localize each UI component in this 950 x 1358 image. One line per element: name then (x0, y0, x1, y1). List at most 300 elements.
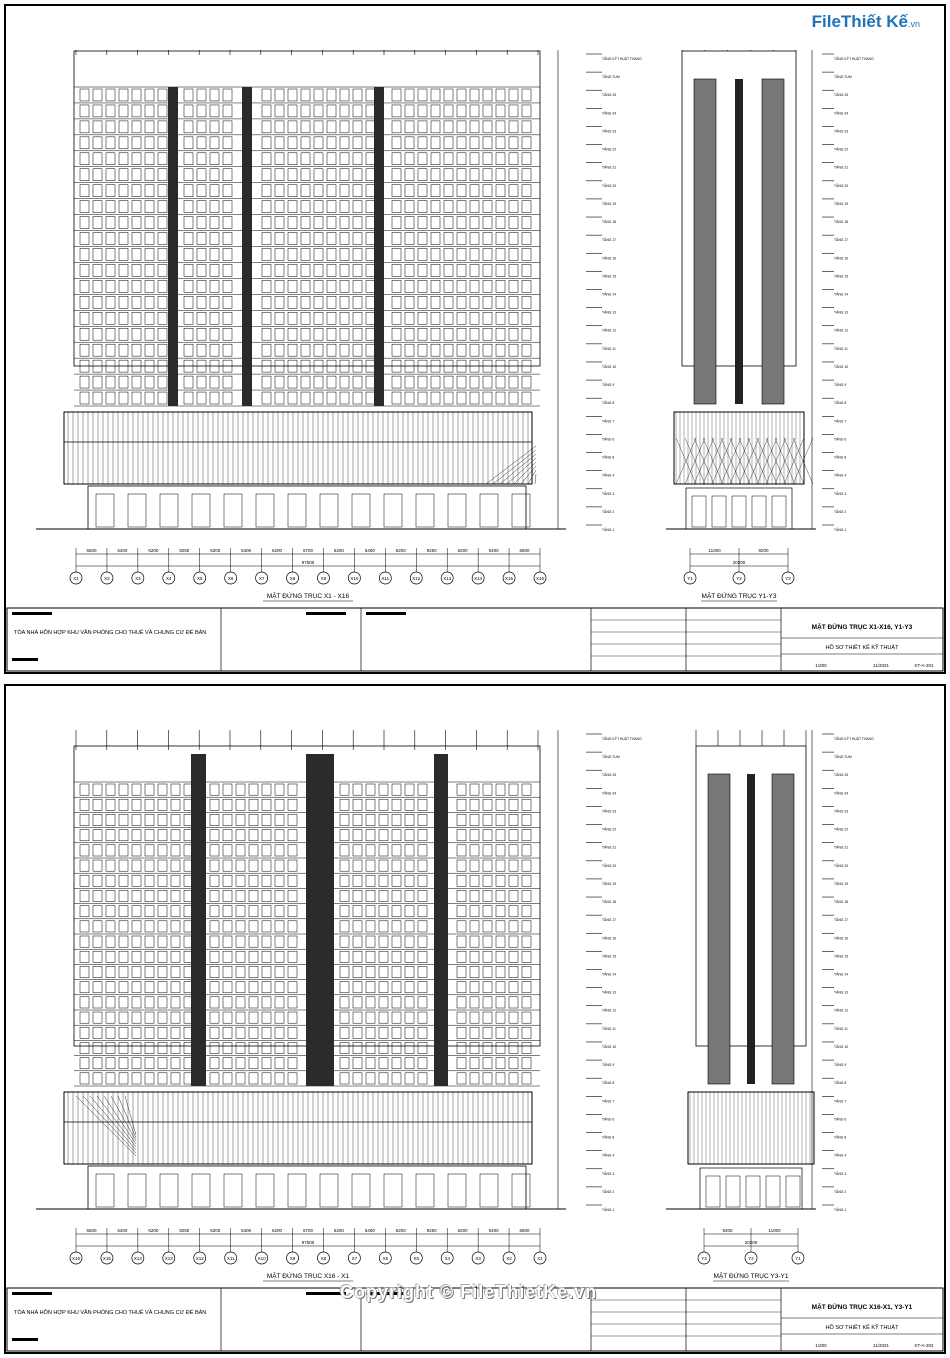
window (132, 376, 141, 388)
side-door (726, 1176, 740, 1207)
window (106, 121, 115, 133)
shopfront (416, 1174, 434, 1207)
window (353, 344, 362, 356)
window (418, 233, 427, 245)
dimension-text: 5400 (241, 548, 252, 553)
window (379, 875, 388, 886)
window (197, 121, 206, 133)
window (340, 784, 349, 795)
window (93, 137, 102, 149)
window (93, 966, 102, 977)
window (132, 1073, 141, 1084)
window (145, 1012, 154, 1023)
window (366, 1042, 375, 1053)
window (418, 1027, 427, 1038)
window (444, 392, 453, 404)
window (496, 344, 505, 356)
window (353, 121, 362, 133)
window (106, 264, 115, 276)
window (223, 392, 232, 404)
drawing-sheet-2 (4, 684, 946, 1354)
window (80, 799, 89, 810)
window (457, 1012, 466, 1023)
window (483, 121, 492, 133)
window (405, 1027, 414, 1038)
window (184, 169, 193, 181)
window (171, 784, 180, 795)
dimension-text: 6500 (519, 548, 530, 553)
window (314, 264, 323, 276)
window (522, 185, 531, 197)
dimension-text: 9200 (722, 1228, 733, 1233)
window (158, 233, 167, 245)
window (457, 799, 466, 810)
shopfront (128, 1174, 146, 1207)
window (301, 89, 310, 101)
window (93, 344, 102, 356)
window (366, 217, 375, 229)
window (405, 936, 414, 947)
window (145, 966, 154, 977)
window (392, 376, 401, 388)
shopfront (128, 494, 146, 527)
sheet-number: KT-A-201 (914, 663, 934, 668)
window (288, 121, 297, 133)
axis-label: Y1 (687, 576, 693, 581)
window (431, 249, 440, 261)
floor-label: TẦNG 1 (834, 1208, 847, 1212)
window (301, 392, 310, 404)
window (275, 1012, 284, 1023)
window (210, 951, 219, 962)
window (340, 89, 349, 101)
window (80, 121, 89, 133)
window (509, 830, 518, 841)
window (249, 890, 258, 901)
window (405, 105, 414, 117)
window (210, 201, 219, 213)
window (223, 860, 232, 871)
window (262, 153, 271, 165)
window (431, 392, 440, 404)
window (392, 249, 401, 261)
floor-label: TẦNG 9 (602, 383, 615, 388)
window (340, 137, 349, 149)
window (80, 137, 89, 149)
window (379, 982, 388, 993)
sheet-content (7, 730, 943, 1351)
window (327, 296, 336, 308)
side-elevation-title: MẶT ĐỨNG TRỤC Y3-Y1 (713, 1273, 789, 1280)
window (340, 966, 349, 977)
axis-label: Y2 (736, 576, 742, 581)
window (470, 860, 479, 871)
window (366, 936, 375, 947)
floor-label: TẦNG 21 (834, 845, 849, 850)
window (210, 799, 219, 810)
window (80, 997, 89, 1008)
window (327, 137, 336, 149)
window (288, 921, 297, 932)
axis-label: Y1 (795, 1256, 801, 1261)
window (275, 966, 284, 977)
window (106, 344, 115, 356)
window (470, 296, 479, 308)
window (210, 845, 219, 856)
title-block-header (12, 658, 38, 661)
window (353, 921, 362, 932)
floor-label: TẦNG 9 (834, 1063, 847, 1068)
window (405, 814, 414, 825)
window (223, 169, 232, 181)
window (483, 860, 492, 871)
window (288, 951, 297, 962)
site-logo (812, 12, 920, 32)
window (496, 830, 505, 841)
window (405, 185, 414, 197)
window (132, 249, 141, 261)
window (418, 153, 427, 165)
dark-glass-band (242, 87, 252, 406)
window (522, 1042, 531, 1053)
window (457, 105, 466, 117)
window (340, 906, 349, 917)
window (470, 814, 479, 825)
floor-label: TẦNG 23 (602, 809, 617, 814)
window (132, 906, 141, 917)
window (93, 921, 102, 932)
window (132, 312, 141, 324)
side-ground-floor (686, 488, 792, 529)
window (314, 233, 323, 245)
window (223, 121, 232, 133)
window (275, 137, 284, 149)
window (509, 376, 518, 388)
window (249, 966, 258, 977)
window (340, 997, 349, 1008)
window (223, 264, 232, 276)
window (158, 217, 167, 229)
window (288, 906, 297, 917)
window (145, 951, 154, 962)
floor-label: TẦNG 22 (834, 147, 849, 152)
window (210, 814, 219, 825)
window (262, 280, 271, 292)
window (223, 921, 232, 932)
window (145, 830, 154, 841)
window (275, 296, 284, 308)
window (431, 201, 440, 213)
floor-label: TẦNG 25 (602, 773, 617, 778)
window (145, 1027, 154, 1038)
window (236, 951, 245, 962)
window (93, 1027, 102, 1038)
window (119, 997, 128, 1008)
window (301, 169, 310, 181)
window (353, 169, 362, 181)
dark-glass-band (434, 754, 448, 1086)
window (119, 280, 128, 292)
window (262, 328, 271, 340)
floor-label: TẦNG 16 (834, 936, 849, 941)
drawing-title: MẶT ĐỨNG TRỤC X1-X16, Y1-Y3 (811, 624, 913, 631)
window (457, 1058, 466, 1069)
window (353, 966, 362, 977)
window (262, 1042, 271, 1053)
floor-label: TẦNG TUM (834, 75, 852, 80)
window (158, 936, 167, 947)
window (184, 312, 193, 324)
window (210, 392, 219, 404)
window (93, 392, 102, 404)
window (327, 312, 336, 324)
axis-label: Y3 (701, 1256, 707, 1261)
dimension-text: 9250 (179, 1228, 190, 1233)
window (210, 1027, 219, 1038)
window (80, 392, 89, 404)
window (366, 376, 375, 388)
window (132, 201, 141, 213)
window (275, 392, 284, 404)
axis-label: X16 (71, 1256, 81, 1261)
side-podium (674, 412, 804, 484)
front-elevation-title: MẶT ĐỨNG TRỤC X16 - X1 (266, 1273, 350, 1280)
axis-label: X7 (351, 1256, 358, 1261)
dimension-text: 6200 (333, 548, 344, 553)
window (327, 392, 336, 404)
window (405, 997, 414, 1008)
sheet-number: KT-A-202 (914, 1343, 934, 1348)
window (522, 997, 531, 1008)
window (262, 296, 271, 308)
window (392, 217, 401, 229)
window (275, 249, 284, 261)
window (366, 845, 375, 856)
window (405, 1042, 414, 1053)
window (119, 233, 128, 245)
window (405, 169, 414, 181)
floor-label: TẦNG 11 (602, 346, 616, 351)
window (431, 153, 440, 165)
window (184, 121, 193, 133)
window (418, 312, 427, 324)
window (106, 376, 115, 388)
window (418, 997, 427, 1008)
window (522, 1058, 531, 1069)
window (457, 185, 466, 197)
window (223, 830, 232, 841)
window (93, 296, 102, 308)
window (483, 233, 492, 245)
window (275, 1073, 284, 1084)
window (340, 814, 349, 825)
window (80, 890, 89, 901)
window (483, 312, 492, 324)
window (353, 1012, 362, 1023)
window (509, 1027, 518, 1038)
floor-label: TẦNG 4 (834, 1153, 847, 1158)
window (405, 296, 414, 308)
window (418, 296, 427, 308)
window (106, 875, 115, 886)
window (301, 121, 310, 133)
window (132, 814, 141, 825)
window (119, 185, 128, 197)
window (366, 392, 375, 404)
window (379, 997, 388, 1008)
floor-label: TẦNG 13 (834, 990, 849, 995)
window (327, 201, 336, 213)
dimension-text: 6200 (272, 1228, 283, 1233)
dimension-text: 6500 (519, 1228, 530, 1233)
canopy-strut (104, 1096, 136, 1144)
window (80, 860, 89, 871)
window (93, 280, 102, 292)
window (158, 814, 167, 825)
window (119, 201, 128, 213)
window (379, 860, 388, 871)
floor-label: TẦNG 20 (834, 863, 849, 868)
window (249, 845, 258, 856)
window (106, 997, 115, 1008)
window (405, 201, 414, 213)
window (392, 1073, 401, 1084)
window (496, 1058, 505, 1069)
window (210, 344, 219, 356)
window (158, 875, 167, 886)
window (106, 392, 115, 404)
window (483, 201, 492, 213)
window (288, 249, 297, 261)
window (457, 249, 466, 261)
window (249, 1058, 258, 1069)
window (392, 153, 401, 165)
window (132, 966, 141, 977)
window (288, 328, 297, 340)
shopfront (288, 494, 306, 527)
window (392, 906, 401, 917)
window (418, 845, 427, 856)
window (444, 169, 453, 181)
window (457, 951, 466, 962)
logo-domain: .vn (907, 19, 920, 29)
window (470, 249, 479, 261)
window (522, 280, 531, 292)
window (392, 121, 401, 133)
window (509, 997, 518, 1008)
window (132, 344, 141, 356)
dimension-text: 6200 (457, 548, 468, 553)
window (262, 1058, 271, 1069)
window (93, 89, 102, 101)
floor-label: TẦNG 3 (602, 1171, 615, 1176)
window (483, 185, 492, 197)
window (483, 875, 492, 886)
window (496, 997, 505, 1008)
stone-panel (708, 774, 730, 1084)
window (249, 921, 258, 932)
floor-label: TẦNG 1 (834, 528, 847, 532)
axis-label: X8 (289, 576, 296, 581)
window (496, 137, 505, 149)
window (405, 312, 414, 324)
window (249, 906, 258, 917)
window (80, 1058, 89, 1069)
window (158, 169, 167, 181)
window (119, 376, 128, 388)
window (314, 392, 323, 404)
window (418, 1012, 427, 1023)
window (106, 233, 115, 245)
shopfront (480, 494, 498, 527)
window (457, 830, 466, 841)
window (301, 185, 310, 197)
window (132, 997, 141, 1008)
window (288, 280, 297, 292)
window (197, 264, 206, 276)
window (275, 280, 284, 292)
window (483, 845, 492, 856)
window (522, 312, 531, 324)
window (236, 860, 245, 871)
shopfront (448, 494, 466, 527)
window (509, 217, 518, 229)
window (119, 264, 128, 276)
window (431, 217, 440, 229)
window (483, 1073, 492, 1084)
stone-panel (694, 79, 716, 404)
window (171, 1027, 180, 1038)
floor-label: TẦNG 16 (602, 936, 617, 941)
side-dark-band (735, 79, 743, 404)
window (262, 860, 271, 871)
window (106, 312, 115, 324)
floor-label: TẦNG 8 (834, 401, 847, 406)
floor-label: TẦNG 11 (602, 1026, 616, 1031)
window (418, 966, 427, 977)
window (353, 1042, 362, 1053)
dimension-text: 9200 (758, 548, 769, 553)
window (457, 376, 466, 388)
window (522, 906, 531, 917)
window (431, 376, 440, 388)
window (275, 105, 284, 117)
window (262, 966, 271, 977)
window (93, 997, 102, 1008)
window (80, 814, 89, 825)
window (483, 137, 492, 149)
window (132, 280, 141, 292)
floor-label: TẦNG 25 (834, 773, 849, 778)
window (158, 906, 167, 917)
window (158, 1058, 167, 1069)
window (340, 921, 349, 932)
floor-label: TẦNG 6 (602, 1117, 615, 1122)
window (509, 936, 518, 947)
ground-floor (88, 1166, 526, 1209)
window (158, 328, 167, 340)
window (145, 280, 154, 292)
window (80, 906, 89, 917)
window (379, 951, 388, 962)
canopy-strut (493, 450, 536, 484)
window (496, 264, 505, 276)
window (197, 344, 206, 356)
window (483, 89, 492, 101)
window (184, 392, 193, 404)
window (145, 233, 154, 245)
window (392, 951, 401, 962)
